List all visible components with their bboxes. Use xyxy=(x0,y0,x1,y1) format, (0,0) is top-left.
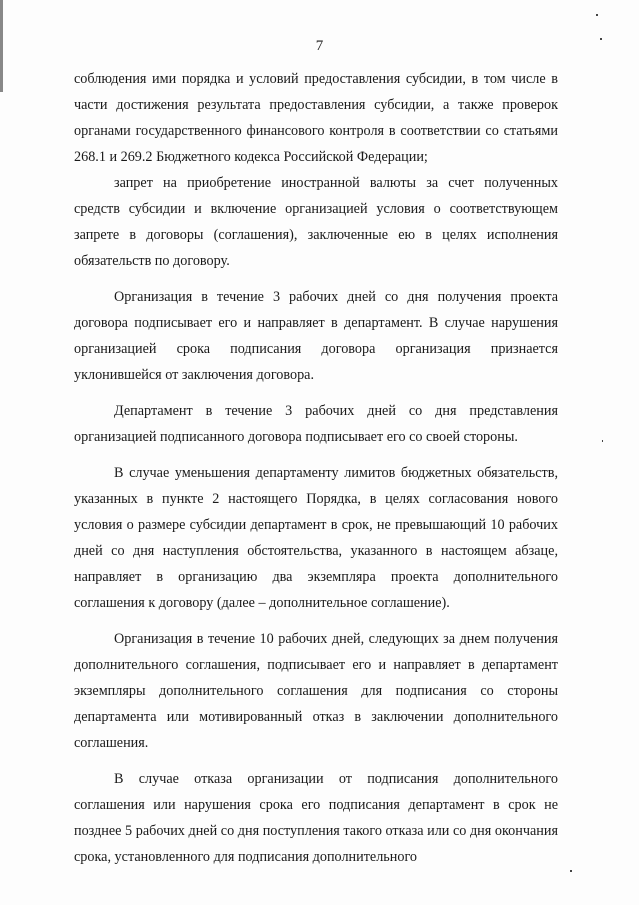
paragraph: запрет на приобретение иностранной валюты за счет полученных средств субсидии и включение организацией условия о соответствующем запрете в договоры (соглашения), заключенные ею в целях исполнения обязательств по договору. xyxy=(74,175,558,269)
document-body xyxy=(74,66,558,870)
paragraph: В случае уменьшения департаменту лимитов бюджетных обязательств, указанных в пункте 2 настоящего Порядка, в целях согласования нового условия о размере субсидии департамент в срок, не превышающий 10 рабочих дней со дня наступления обстоятельства, указанного в настоящем абзаце, направляет в организацию два экземпляра проекта дополнительного соглашения к договору (далее – дополнительное соглашение). xyxy=(74,465,558,611)
scan-speck xyxy=(600,38,602,40)
scan-speck xyxy=(602,440,603,442)
paragraph-truncated: В случае отказа организации от подписания дополнительного соглашения или нарушения срока его подписания департамент в срок не позднее 5 рабочих дней со дня поступления такого отказа или со дня окончания срока, установленного для подписания дополнительного xyxy=(74,771,558,865)
paragraph: Организация в течение 3 рабочих дней со дня получения проекта договора подписывает его и направляет в департамент. В случае нарушения организацией срока подписания договора организация признается уклонившейся от заключения договора. xyxy=(74,289,558,383)
paragraph: Организация в течение 10 рабочих дней, следующих за днем получения дополнительного соглашения, подписывает его и направляет в департамент экземпляры дополнительного соглашения для подписания со стороны департамента или мотивированный отказ в заключении дополнительного соглашения. xyxy=(74,631,558,751)
scan-speck xyxy=(596,14,598,16)
page-number: 7 xyxy=(315,38,324,54)
paragraph: Департамент в течение 3 рабочих дней со дня представления организацией подписанного договора подписывает его со своей стороны. xyxy=(74,403,558,445)
scan-speck xyxy=(570,870,572,872)
paragraph-continuation: соблюдения ими порядка и условий предоставления субсидии, в том числе в части достижения результата предоставления субсидии, а также проверок органами государственного финансового контроля в соответствии со статьями 268.1 и 269.2 Бюджетного кодекса Российской Федерации; xyxy=(74,71,558,165)
